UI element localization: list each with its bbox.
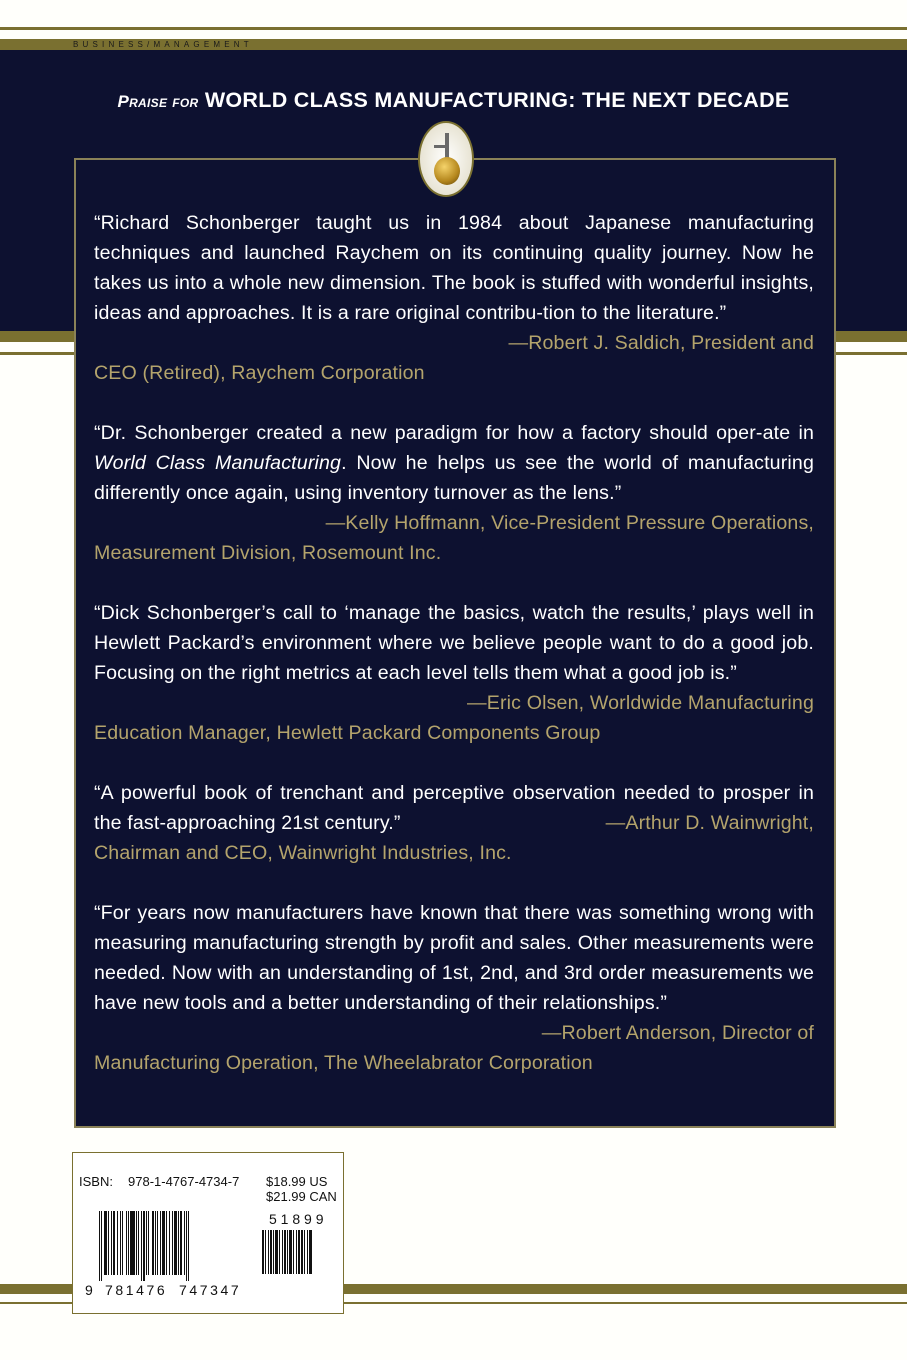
quote-3 (94, 598, 814, 748)
quote-attribution: —Robert Anderson, Director of (541, 1022, 814, 1044)
price-can: $21.99 CAN (266, 1189, 337, 1204)
category-label: BUSINESS/MANAGEMENT (73, 40, 253, 49)
quote-attribution: —Arthur D. Wainwright, (605, 812, 814, 834)
quote-1 (94, 208, 814, 388)
ean-barcode (99, 1211, 189, 1281)
quote-attribution-cont: Measurement Division, Rosemount Inc. (94, 542, 442, 564)
quotes-list (94, 208, 814, 1108)
quote-text: “Dick Schonberger’s call to ‘manage the basics, watch the results,’ plays well in Hewlett Packard’s environment where we believe people want to do a good job. Focusing on the right metrics at each level tells them what a good job is.” (94, 602, 814, 684)
barcode-sticker (72, 1152, 344, 1314)
quote-attribution-cont: Chairman and CEO, Wainwright Industries, Inc. (94, 842, 512, 864)
top-gold-rule (0, 27, 907, 30)
barcode-digit-first: 9 (85, 1282, 93, 1298)
quote-2 (94, 418, 814, 568)
quote-attribution-cont: CEO (Retired), Raychem Corporation (94, 362, 425, 384)
quote-attribution-cont: Manufacturing Operation, The Wheelabrator Corporation (94, 1052, 593, 1074)
quote-text: “Richard Schonberger taught us in 1984 about Japanese manufacturing techniques and launched Raychem on its continuing quality journey. Now he takes us into a whole new dimension. The book is stuffed with wonderful insights, ideas and approaches. It is a rare original contribu-tion to the literature.” (94, 212, 814, 324)
quote-attribution: —Kelly Hoffmann, Vice-President Pressure Operations, (325, 512, 814, 534)
praise-prefix: Praise for (117, 92, 199, 111)
addon-digits: 5 1 8 9 9 (269, 1211, 324, 1227)
quote-text: “A powerful book of trenchant and perceptive observation needed to prosper in the fast-approaching 21st century.” (94, 782, 814, 834)
quote-4 (94, 778, 814, 868)
barcode-bar (188, 1211, 189, 1281)
isbn-label: ISBN: (79, 1174, 113, 1189)
addon-barcode (262, 1230, 312, 1274)
quote-attribution-cont: Education Manager, Hewlett Packard Components Group (94, 722, 601, 744)
book-title-italic: World Class Manufacturing (94, 452, 342, 474)
quote-attribution: —Robert J. Saldich, President and (508, 332, 814, 354)
barcode-digits-left: 781476 (105, 1282, 168, 1298)
quote-5 (94, 898, 814, 1078)
price-us: $18.99 US (266, 1174, 328, 1189)
quote-attribution: —Eric Olsen, Worldwide Manufacturing (467, 692, 814, 714)
isbn-number: 978-1-4767-4734-7 (128, 1174, 240, 1189)
barcode-digits-right: 747347 (179, 1282, 242, 1298)
quote-text: “For years now manufacturers have known that there was something wrong with measuring manufacturing strength by profit and sales. Other measurements were needed. Now with an understanding of 1st, 2nd, and 3rd order measurements we have new tools and a better understanding of their relationships.” (94, 902, 814, 1014)
praise-heading (0, 88, 907, 113)
flask-logo-icon (418, 121, 474, 197)
quote-text: “Dr. Schonberger created a new paradigm for how a factory should oper-ate in World Class Manufacturing. Now he helps us see the world of manufacturing differently once again, using inventory turnover as the lens.” (94, 422, 814, 504)
book-title: WORLD CLASS MANUFACTURING: THE NEXT DECADE (204, 88, 790, 112)
barcode-bar (309, 1230, 312, 1274)
